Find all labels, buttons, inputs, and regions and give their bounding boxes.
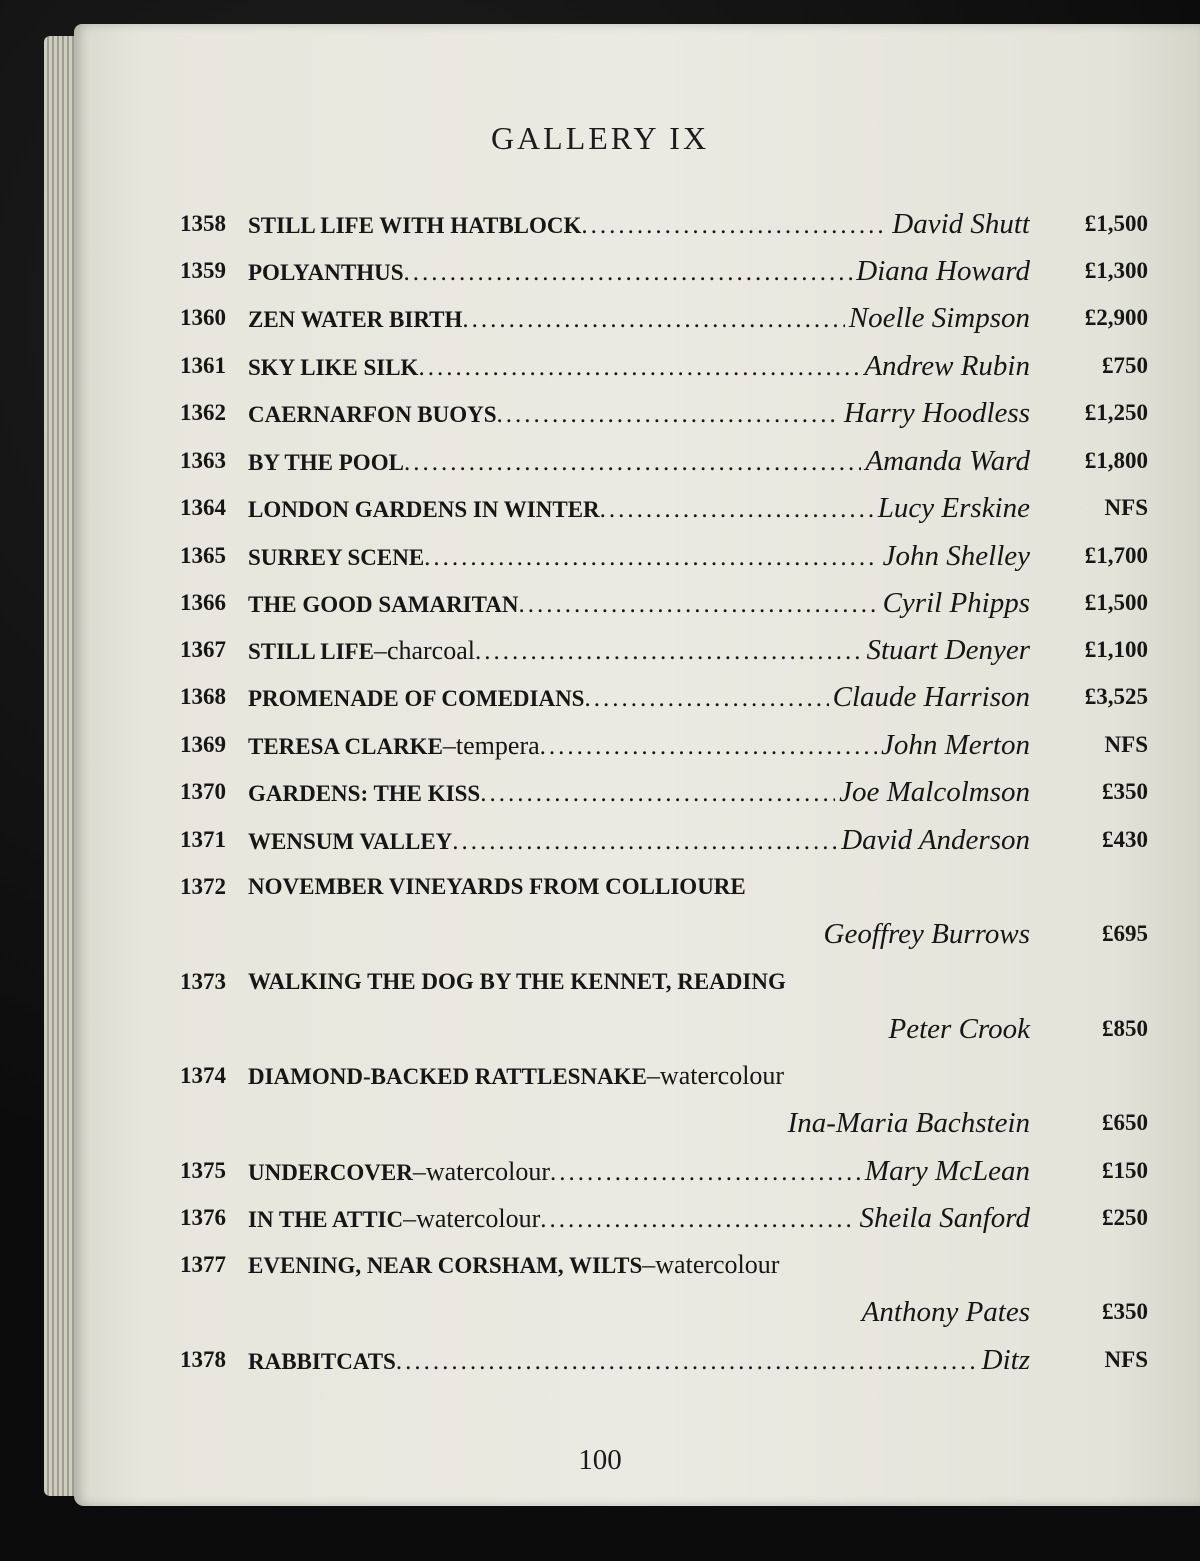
entry-title: BY THE POOL	[248, 450, 404, 475]
entry-title: TERESA CLARKE	[248, 734, 443, 759]
catalogue-entry	[180, 867, 1148, 907]
entry-title: DIAMOND-BACKED RATTLESNAKE	[248, 1064, 647, 1089]
leader-dots	[600, 490, 874, 530]
catalogue-entry	[180, 1198, 1148, 1238]
catalogue-entry	[180, 583, 1148, 623]
entry-number: 1368	[180, 684, 226, 709]
entry-title: POLYANTHUS	[248, 260, 404, 285]
entry-number: 1376	[180, 1205, 226, 1230]
entry-price: £1,250	[1084, 400, 1148, 425]
entry-title: SURREY SCENE	[248, 545, 425, 570]
entry-title: NOVEMBER VINEYARDS FROM COLLIOURE	[248, 874, 746, 899]
leader-dots	[475, 632, 863, 672]
entry-medium: –watercolour	[646, 1061, 785, 1090]
entry-price: £750	[1102, 353, 1148, 378]
leader-dots	[581, 206, 888, 246]
entry-number: 1371	[180, 827, 226, 852]
leader-dots	[404, 443, 861, 483]
entry-price: NFS	[1104, 732, 1148, 757]
entry-number: 1362	[180, 400, 226, 425]
entry-number: 1369	[180, 732, 226, 757]
entry-number: 1370	[180, 779, 226, 804]
entry-number: 1359	[180, 258, 226, 283]
leader-dots	[452, 822, 837, 862]
catalogue-entry	[180, 1245, 1148, 1285]
entry-title: UNDERCOVER	[248, 1160, 413, 1185]
entry-artist: Geoffrey Burrows	[823, 918, 1030, 950]
gallery-heading: GALLERY IX	[490, 120, 710, 156]
leader-dots	[540, 1200, 855, 1240]
leader-dots	[550, 1153, 861, 1193]
entry-title: LONDON GARDENS IN WINTER	[248, 497, 600, 522]
entry-artist: Amanda Ward	[865, 445, 1030, 477]
catalogue-entry	[180, 820, 1148, 860]
entry-title: STILL LIFE WITH HATBLOCK	[248, 213, 582, 238]
entry-title: IN THE ATTIC	[248, 1207, 404, 1232]
entry-price: £850	[1102, 1016, 1148, 1041]
entry-artist: Harry Hoodless	[843, 397, 1030, 429]
catalogue-entry	[180, 1151, 1148, 1191]
entry-price: £1,500	[1084, 211, 1148, 236]
entry-medium: –watercolour	[642, 1250, 780, 1279]
entry-price: £350	[1102, 1299, 1148, 1324]
leader-dots	[584, 679, 828, 719]
entry-number: 1358	[180, 211, 226, 236]
entry-artist: Mary McLean	[864, 1155, 1030, 1187]
leader-dots	[424, 538, 878, 578]
catalogue-entry	[180, 204, 1148, 244]
catalogue-entry	[180, 772, 1148, 812]
entry-artist: Lucy Erskine	[877, 492, 1030, 524]
entry-number: 1363	[180, 448, 226, 473]
entry-number: 1361	[180, 353, 226, 378]
entry-title: EVENING, NEAR CORSHAM, WILTS	[248, 1253, 643, 1278]
entry-price: £695	[1102, 921, 1148, 946]
entry-title: STILL LIFE	[248, 639, 374, 664]
entry-title: GARDENS: THE KISS	[248, 781, 481, 806]
entry-price: £1,100	[1084, 637, 1148, 662]
catalogue-entry	[180, 536, 1148, 576]
entry-price: NFS	[1104, 495, 1148, 520]
entry-medium: –watercolour	[403, 1204, 541, 1233]
entry-number: 1367	[180, 637, 226, 662]
catalogue-entry	[180, 346, 1148, 386]
entry-artist: Sheila Sanford	[859, 1202, 1030, 1234]
entry-title: SKY LIKE SILK	[248, 355, 419, 380]
catalogue-entry	[180, 677, 1148, 717]
entry-artist: Ditz	[981, 1344, 1030, 1376]
entry-title: WALKING THE DOG BY THE KENNET, READING	[248, 969, 786, 994]
entry-artist: Andrew Rubin	[864, 350, 1030, 382]
entry-artist: Cyril Phipps	[882, 587, 1030, 619]
entry-number: 1364	[180, 495, 226, 520]
entry-title: WENSUM VALLEY	[248, 829, 453, 854]
entry-title: PROMENADE OF COMEDIANS	[248, 686, 585, 711]
entry-title: THE GOOD SAMARITAN	[248, 592, 519, 617]
entry-price: NFS	[1104, 1347, 1148, 1372]
entry-number: 1372	[180, 874, 226, 899]
catalogue-entry-continuation	[180, 1009, 1148, 1049]
entry-number: 1375	[180, 1158, 226, 1183]
entry-artist: Claude Harrison	[832, 681, 1030, 713]
entry-artist: Joe Malcolmson	[839, 776, 1030, 808]
leader-dots	[418, 348, 860, 388]
entry-title: RABBITCATS	[248, 1349, 396, 1374]
entry-medium: –watercolour	[412, 1157, 551, 1186]
leader-dots	[519, 585, 879, 625]
entry-number: 1366	[180, 590, 226, 615]
entry-price: £650	[1102, 1110, 1148, 1135]
catalogue-entry	[180, 488, 1148, 528]
catalogue-entry-continuation	[180, 914, 1148, 954]
leader-dots	[396, 1342, 978, 1382]
entry-price: £1,700	[1084, 543, 1148, 568]
entry-title: CAERNARFON BUOYS	[248, 402, 497, 427]
leader-dots	[540, 727, 877, 767]
leader-dots	[462, 300, 844, 340]
entry-price: £150	[1102, 1158, 1148, 1183]
entry-number: 1377	[180, 1252, 226, 1277]
entry-artist: Peter Crook	[888, 1013, 1030, 1045]
leader-dots	[404, 253, 853, 293]
entry-artist: John Shelley	[882, 540, 1030, 572]
catalogue-entry	[180, 962, 1148, 1002]
entry-price: £1,500	[1084, 590, 1148, 615]
catalogue-entry	[180, 298, 1148, 338]
entry-medium: –charcoal	[373, 636, 475, 665]
entry-number: 1360	[180, 305, 226, 330]
catalogue-entry	[180, 630, 1148, 670]
catalogue-entry	[180, 441, 1148, 481]
entry-title: ZEN WATER BIRTH	[248, 307, 463, 332]
catalogue-entry	[180, 1340, 1148, 1380]
entry-artist: David Anderson	[841, 824, 1030, 856]
entry-number: 1373	[180, 969, 226, 994]
entry-price: £350	[1102, 779, 1148, 804]
entry-artist: Stuart Denyer	[866, 634, 1030, 666]
page-number: 100	[578, 1444, 622, 1476]
entry-medium: –tempera	[442, 731, 540, 760]
entry-price: £2,900	[1084, 305, 1148, 330]
entry-number: 1378	[180, 1347, 226, 1372]
entry-artist: Anthony Pates	[861, 1296, 1030, 1328]
entry-price: £430	[1102, 827, 1148, 852]
entry-artist: Ina-Maria Bachstein	[787, 1107, 1030, 1139]
entry-number: 1374	[180, 1063, 226, 1088]
entry-artist: David Shutt	[892, 208, 1030, 240]
catalogue-entry	[180, 1056, 1148, 1096]
entry-price: £250	[1102, 1205, 1148, 1230]
entry-price: £1,300	[1084, 258, 1148, 283]
entry-artist: John Merton	[881, 729, 1030, 761]
catalogue-entry	[180, 393, 1148, 433]
entry-price: £1,800	[1084, 448, 1148, 473]
catalogue-entry-continuation	[180, 1103, 1148, 1143]
leader-dots	[480, 774, 835, 814]
catalogue-entry	[180, 725, 1148, 765]
catalogue-entry-continuation	[180, 1292, 1148, 1332]
entry-price: £3,525	[1084, 684, 1148, 709]
catalogue-entry	[180, 251, 1148, 291]
leader-dots	[497, 395, 840, 435]
entry-artist: Noelle Simpson	[848, 302, 1030, 334]
entry-artist: Diana Howard	[856, 255, 1030, 287]
entry-number: 1365	[180, 543, 226, 568]
